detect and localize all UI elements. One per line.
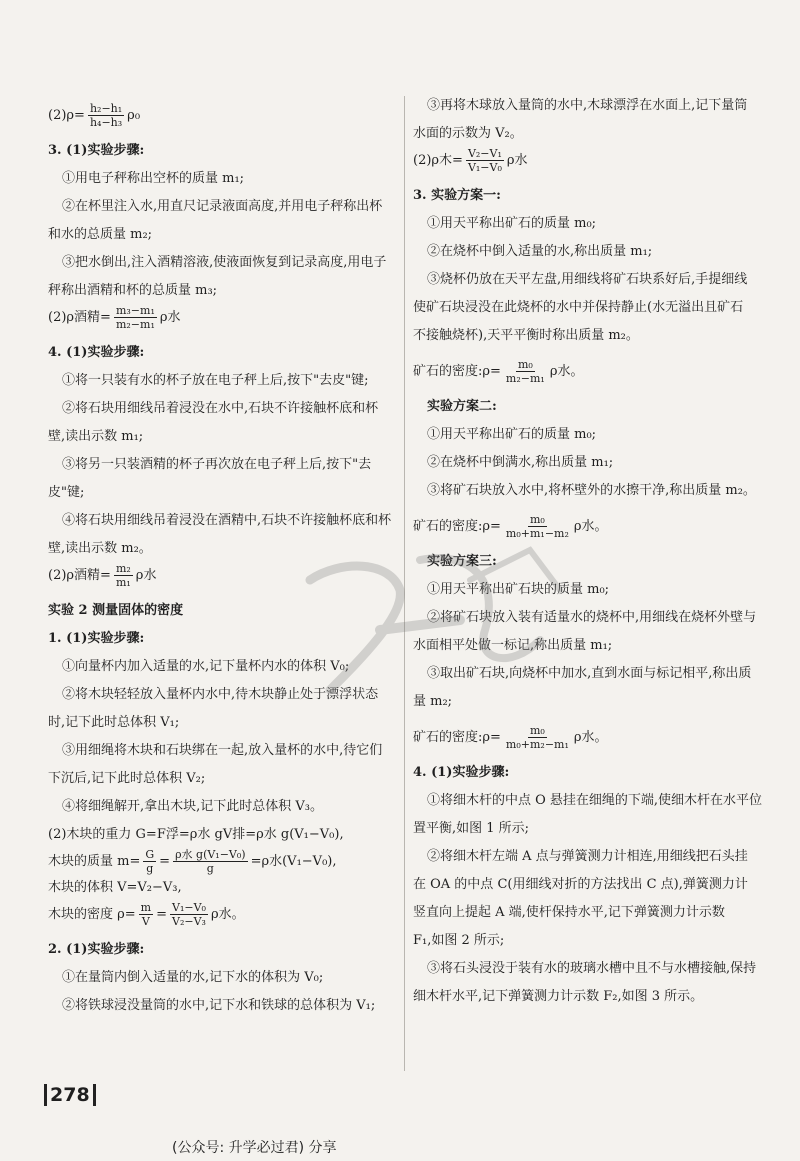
q4-step-2a: ②将石块用细线吊着浸没在水中,石块不许接触杯底和杯 [62,401,379,416]
p3c-heading: 实验方案三: [427,554,497,569]
e1-heading: 1. (1)实验步骤: [48,631,145,646]
p4-step-2d: F₁,如图 2 所示; [413,933,505,948]
e1-step-1: ①向量杯内加入适量的水,记下量杯内水的体积 V₀; [62,659,350,674]
e2-heading: 2. (1)实验步骤: [48,942,145,957]
p4-heading: 4. (1)实验步骤: [413,765,510,780]
e1-step-3a: ③用细绳将木块和石块绑在一起,放入量杯的水中,待它们 [62,743,383,758]
p3c-step-2a: ②将矿石块放入装有适量水的烧杯中,用细线在烧杯外壁与 [427,610,757,625]
p4-step-2c: 竖直向上提起 A 端,使杆保持水平,记下弹簧测力计示数 [413,905,725,920]
e1-step-2b: 时,记下此时总体积 V₁; [48,715,180,730]
p3c-step-1: ①用天平称出矿石块的质量 m₀; [427,582,610,597]
formula-ore-density-2: 矿石的密度:ρ= $\frac{\text{m₀}}{\text{m₀+m₁−m₂}}$ ρ水。 [413,512,608,540]
q3-step-2a: ②在杯里注入水,用直尺记录液面高度,并用电子秤称出杯 [62,199,383,214]
p4-step-3a: ③将石头浸没于装有水的玻璃水槽中且不与水槽接触,保持 [427,961,757,976]
e1-step-2a: ②将木块轻轻放入量杯内水中,待木块静止处于漂浮状态 [62,687,379,702]
q4-step-3b: 皮"键; [48,485,85,500]
fraction: $\frac{\text{m₃−m₁}}{\text{m₂−m₁}}$ [115,303,155,331]
q4-step-1: ①将一只装有水的杯子放在电子秤上后,按下"去皮"键; [62,373,369,388]
fraction: $\frac{\text{m₀}}{\text{m₀+m₁−m₂}}$ [505,512,569,540]
q4-step-4a: ④将石块用细线吊着浸没在酒精中,石块不许接触杯底和杯 [62,513,392,528]
formula-prefix: (2)ρ= [48,107,85,123]
q4-heading: 4. (1)实验步骤: [48,345,145,360]
p3-step-2: ②在烧杯中倒入适量的水,称出质量 m₁; [427,244,653,259]
e2-step-2: ②将铁球浸没量筒的水中,记下水和铁球的总体积为 V₁; [62,998,376,1013]
fraction: $\frac{\text{ρ水 g(V₁−V₀)}}{g}$ [175,847,246,875]
e1-gravity: (2)木块的重力 G=F浮=ρ水 gV排=ρ水 g(V₁−V₀), [48,827,344,842]
p4-step-2a: ②将细木杆左端 A 点与弹簧测力计相连,用细线把石头挂 [427,849,748,864]
formula-rho-alcohol-1: (2)ρ酒精= $\frac{\text{m₃−m₁}}{\text{m₂−m₁}}$ ρ水 [48,303,181,331]
page-number: 278 [44,1084,96,1106]
p3-step-1: ①用天平称出矿石的质量 m₀; [427,216,597,231]
p4-step-2b: 在 OA 的中点 C(用细线对折的方法找出 C 点),弹簧测力计 [413,877,748,892]
p3-step-3c: 不接触烧杯),天平平衡时称出质量 m₂。 [413,328,639,343]
formula-rho-h: (2)ρ= $\frac{\text{h₂−h₁}}{\text{h₄−h₃}}$ ρ₀ [48,101,141,129]
p3c-step-3a: ③取出矿石块,向烧杯中加水,直到水面与标记相平,称出质 [427,666,752,681]
fraction: $\frac{m}{V}$ [140,900,152,928]
r-step-3a: ③再将木球放入量筒的水中,木球漂浮在水面上,记下量筒 [427,98,748,113]
fraction: $\frac{\text{V₂−V₁}}{\text{V₁−V₀}}$ [467,146,502,174]
formula-rho-alcohol-2: (2)ρ酒精= $\frac{\text{m₂}}{\text{m₁}}$ ρ水 [48,561,157,589]
q3-step-3a: ③把水倒出,注入酒精溶液,使液面恢复到记录高度,用电子 [62,255,387,270]
fraction: $\frac{\text{m₀}}{\text{m₂−m₁}}$ [505,357,545,385]
p3b-step-1: ①用天平称出矿石的质量 m₀; [427,427,597,442]
p3-step-3b: 使矿石块浸没在此烧杯的水中并保持静止(水无溢出且矿石 [413,300,744,315]
formula-wood-mass: 木块的质量 m= $\frac{G}{g}$ = $\frac{\text{ρ水 g(V₁−V₀)}}{g}$ =ρ水(V₁−V₀), [48,847,337,875]
e1-step-4: ④将细绳解开,拿出木块,记下此时总体积 V₃。 [62,799,323,814]
p3b-heading: 实验方案二: [427,399,497,414]
q3-step-3b: 秤称出酒精和杯的总质量 m₃; [48,283,218,298]
p3c-step-3b: 量 m₂; [413,694,453,709]
q4-step-4b: 壁,读出示数 m₂。 [48,541,152,556]
q4-step-2b: 壁,读出示数 m₁; [48,429,144,444]
fraction: $\frac{G}{g}$ [145,847,155,875]
e2-step-1: ①在量筒内倒入适量的水,记下水的体积为 V₀; [62,970,324,985]
experiment-2-title: 实验 2 测量固体的密度 [48,603,184,618]
p4-step-1a: ①将细木杆的中点 O 悬挂在细绳的下端,使细木杆在水平位 [427,793,763,808]
fraction: $\frac{\text{h₂−h₁}}{\text{h₄−h₃}}$ [89,101,123,129]
formula-wood-density: 木块的密度 ρ= $\frac{m}{V}$ = $\frac{\text{V₁−V₀}}{\text{V₂−V₃}}$ ρ水。 [48,900,245,928]
p3b-step-2: ②在烧杯中倒满水,称出质量 m₁; [427,455,614,470]
formula-ore-density-3: 矿石的密度:ρ= $\frac{\text{m₀}}{\text{m₀+m₂−m₁}}$ ρ水。 [413,723,608,751]
q3-step-1: ①用电子秤称出空杯的质量 m₁; [62,171,245,186]
p3c-step-2b: 水面相平处做一标记,称出质量 m₁; [413,638,613,653]
r-step-3b: 水面的示数为 V₂。 [413,126,523,141]
p3-step-3a: ③烧杯仍放在天平左盘,用细线将矿石块系好后,手提细线 [427,272,748,287]
watermark-logo [270,520,590,720]
formula-ore-density-1: 矿石的密度:ρ= $\frac{\text{m₀}}{\text{m₂−m₁}}$ ρ水。 [413,357,584,385]
fraction: $\frac{\text{m₀}}{\text{m₀+m₂−m₁}}$ [505,723,569,751]
q4-step-3a: ③将另一只装酒精的杯子再次放在电子秤上后,按下"去 [62,457,372,472]
p4-step-1b: 置平衡,如图 1 所示; [413,821,530,836]
fraction: $\frac{\text{m₂}}{\text{m₁}}$ [115,561,131,589]
e1-volume: 木块的体积 V=V₂−V₃, [48,880,182,895]
p3b-step-3: ③将矿石块放入水中,将杯壁外的水擦干净,称出质量 m₂。 [427,483,756,498]
e1-step-3b: 下沉后,记下此时总体积 V₂; [48,771,206,786]
fraction: $\frac{\text{V₁−V₀}}{\text{V₂−V₃}}$ [172,900,206,928]
p4-step-3b: 细木杆水平,记下弹簧测力计示数 F₂,如图 3 所示。 [413,989,704,1004]
q3-heading: 3. (1)实验步骤: [48,143,145,158]
formula-rho-wood-ball: (2)ρ木= $\frac{\text{V₂−V₁}}{\text{V₁−V₀}}$ ρ水 [413,146,528,174]
q3-step-2b: 和水的总质量 m₂; [48,227,153,242]
footer-credit: (公众号: 升学必过君) 分享 [172,1140,337,1156]
p3-heading: 3. 实验方案一: [413,188,501,203]
